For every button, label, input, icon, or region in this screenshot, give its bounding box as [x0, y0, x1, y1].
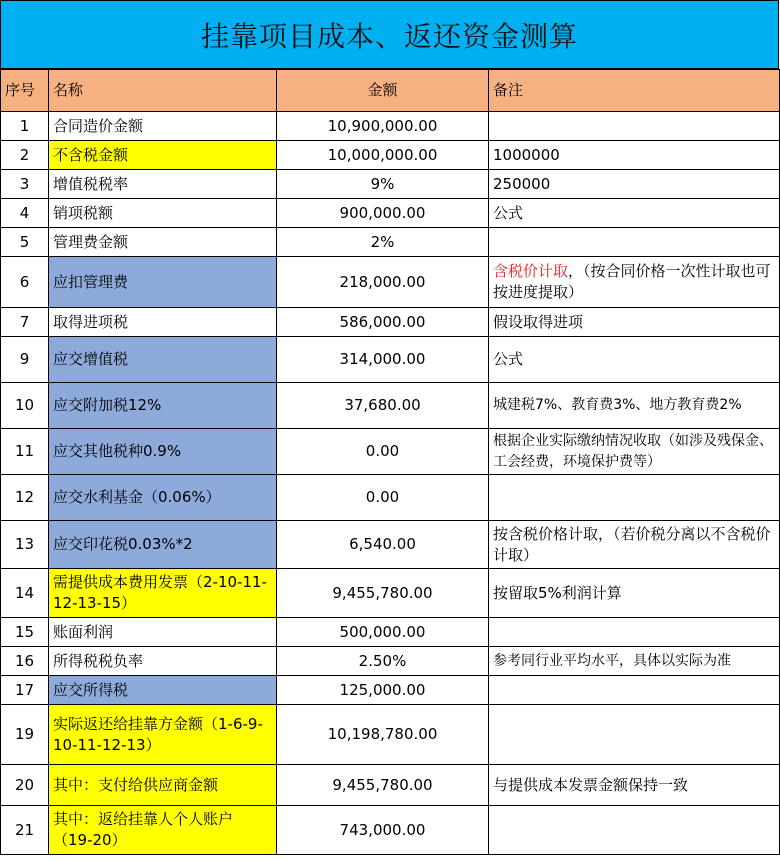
- table-row: [1, 765, 780, 806]
- row-no[interactable]: 12: [1, 475, 49, 521]
- row-note[interactable]: 根据企业实际缴纳情况收取（如涉及残保金、工会经费，环境保护费等）: [489, 429, 780, 475]
- row-amount[interactable]: 0.00: [277, 429, 489, 475]
- row-note[interactable]: 与提供成本发票金额保持一致: [489, 765, 780, 806]
- row-amount[interactable]: 0.00: [277, 475, 489, 521]
- table-row: [1, 569, 780, 618]
- row-amount[interactable]: 125,000.00: [277, 676, 489, 705]
- table-row: [1, 141, 780, 170]
- row-note[interactable]: [489, 112, 780, 141]
- row-name[interactable]: 其中：支付给供应商金额: [49, 765, 277, 806]
- row-amount[interactable]: 900,000.00: [277, 199, 489, 228]
- table-row: [1, 308, 780, 337]
- row-name[interactable]: 需提供成本费用发票（2-10-11-12-13-15）: [49, 569, 277, 618]
- table-row: [1, 383, 780, 429]
- row-note[interactable]: 假设取得进项: [489, 308, 780, 337]
- row-amount[interactable]: 10,198,780.00: [277, 705, 489, 765]
- row-amount[interactable]: 10,900,000.00: [277, 112, 489, 141]
- table-row: [1, 112, 780, 141]
- row-name[interactable]: 所得税税负率: [49, 647, 277, 676]
- row-amount[interactable]: 9,455,780.00: [277, 569, 489, 618]
- row-no[interactable]: 6: [1, 257, 49, 308]
- row-no[interactable]: 10: [1, 383, 49, 429]
- table-row: [1, 521, 780, 569]
- row-amount[interactable]: 9%: [277, 170, 489, 199]
- row-amount[interactable]: 500,000.00: [277, 618, 489, 647]
- row-no[interactable]: 15: [1, 618, 49, 647]
- table-row: [1, 170, 780, 199]
- row-name[interactable]: 应交所得税: [49, 676, 277, 705]
- row-name[interactable]: 销项税额: [49, 199, 277, 228]
- row-no[interactable]: 17: [1, 676, 49, 705]
- table-row: [1, 429, 780, 475]
- row-amount[interactable]: 2.50%: [277, 647, 489, 676]
- table-row: [1, 705, 780, 765]
- row-amount[interactable]: 37,680.00: [277, 383, 489, 429]
- row-name[interactable]: 应交增值税: [49, 337, 277, 383]
- row-note[interactable]: [489, 806, 780, 855]
- table-row: [1, 257, 780, 308]
- row-note[interactable]: [489, 618, 780, 647]
- row-note[interactable]: 公式: [489, 337, 780, 383]
- row-no[interactable]: 14: [1, 569, 49, 618]
- row-name[interactable]: 应交印花税0.03%*2: [49, 521, 277, 569]
- row-name[interactable]: 应交其他税种0.9%: [49, 429, 277, 475]
- row-name[interactable]: 管理费金额: [49, 228, 277, 257]
- table-row: [1, 228, 780, 257]
- row-amount[interactable]: 218,000.00: [277, 257, 489, 308]
- row-no[interactable]: 7: [1, 308, 49, 337]
- row-name[interactable]: 应扣管理费: [49, 257, 277, 308]
- row-name[interactable]: 应交水利基金（0.06%）: [49, 475, 277, 521]
- row-amount[interactable]: 314,000.00: [277, 337, 489, 383]
- row-note[interactable]: 按留取5%利润计算: [489, 569, 780, 618]
- table-row: [1, 647, 780, 676]
- row-name[interactable]: 账面利润: [49, 618, 277, 647]
- row-note[interactable]: 按含税价格计取，（若价税分离以不含税价计取）: [489, 521, 780, 569]
- row-amount[interactable]: 10,000,000.00: [277, 141, 489, 170]
- row-note[interactable]: [489, 676, 780, 705]
- row-amount[interactable]: 9,455,780.00: [277, 765, 489, 806]
- table-row: [1, 199, 780, 228]
- row-no[interactable]: 5: [1, 228, 49, 257]
- row-name[interactable]: 不含税金额: [49, 141, 277, 170]
- row-note[interactable]: [489, 257, 780, 308]
- row-no[interactable]: 16: [1, 647, 49, 676]
- table-row: [1, 806, 780, 855]
- row-amount[interactable]: 586,000.00: [277, 308, 489, 337]
- row-note[interactable]: 1000000: [489, 141, 780, 170]
- row-no[interactable]: 3: [1, 170, 49, 199]
- row-name[interactable]: 应交附加税12%: [49, 383, 277, 429]
- row-no[interactable]: 11: [1, 429, 49, 475]
- cost-table: [0, 69, 780, 855]
- row-no[interactable]: 19: [1, 705, 49, 765]
- row-name[interactable]: 合同造价金额: [49, 112, 277, 141]
- row-note[interactable]: 公式: [489, 199, 780, 228]
- row-name[interactable]: 增值税税率: [49, 170, 277, 199]
- note-highlight: 含税价计取: [493, 262, 569, 280]
- sheet-title: 挂靠项目成本、返还资金测算: [0, 0, 779, 69]
- header-note[interactable]: 备注: [489, 70, 780, 112]
- table-row: [1, 618, 780, 647]
- row-amount[interactable]: 6,540.00: [277, 521, 489, 569]
- header-no[interactable]: 序号: [1, 70, 49, 112]
- row-name[interactable]: 取得进项税: [49, 308, 277, 337]
- row-amount[interactable]: 2%: [277, 228, 489, 257]
- row-no[interactable]: 2: [1, 141, 49, 170]
- note-text: ，（按合同价格一次性计取也可按进度提取）: [493, 262, 771, 301]
- row-no[interactable]: 9: [1, 337, 49, 383]
- row-note[interactable]: [489, 475, 780, 521]
- row-amount[interactable]: 743,000.00: [277, 806, 489, 855]
- table-row: [1, 676, 780, 705]
- table-row: [1, 337, 780, 383]
- header-name[interactable]: 名称: [49, 70, 277, 112]
- header-row: [1, 70, 780, 112]
- row-note[interactable]: 参考同行业平均水平，具体以实际为准: [489, 647, 780, 676]
- row-note[interactable]: [489, 228, 780, 257]
- row-no[interactable]: 20: [1, 765, 49, 806]
- row-no[interactable]: 21: [1, 806, 49, 855]
- row-no[interactable]: 13: [1, 521, 49, 569]
- row-note[interactable]: 城建税7%、教育费3%、地方教育费2%: [489, 383, 780, 429]
- row-no[interactable]: 4: [1, 199, 49, 228]
- table-row: [1, 475, 780, 521]
- row-name[interactable]: 实际返还给挂靠方金额（1-6-9-10-11-12-13）: [49, 705, 277, 765]
- row-name[interactable]: 其中：返给挂靠人个人账户（19-20）: [49, 806, 277, 855]
- header-amount[interactable]: 金额: [277, 70, 489, 112]
- row-no[interactable]: 1: [1, 112, 49, 141]
- row-note[interactable]: [489, 705, 780, 765]
- row-note[interactable]: 250000: [489, 170, 780, 199]
